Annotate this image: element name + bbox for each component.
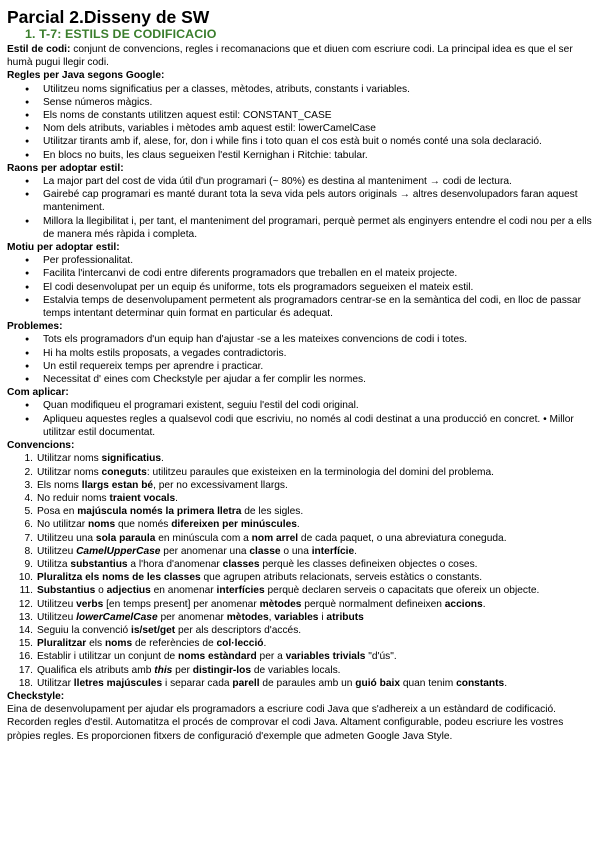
convention-emphasis: coneguts: [101, 466, 147, 478]
convention-emphasis: classes: [222, 558, 260, 570]
convention-emphasis: substantius: [70, 558, 128, 570]
convention-text: perquè normalment defineixen: [301, 598, 445, 610]
convention-text: .: [504, 677, 508, 689]
convention-number: 3.: [24, 479, 33, 491]
apply-title: Com aplicar:: [7, 387, 69, 399]
convention-text: No utilitzar: [37, 519, 88, 531]
convention-text: els: [86, 638, 105, 650]
convention-text: i: [318, 611, 327, 623]
list-item: ● Nom dels atributs, variables i mètodes amb aquest estil: lowerCamelCase: [33, 122, 593, 135]
convention-text: Utilitzar noms: [37, 453, 102, 465]
list-item: ● Sense números màgics.: [33, 96, 593, 109]
convention-text: per: [172, 664, 193, 676]
convention-text: .: [161, 453, 164, 465]
convention-emphasis: noms: [104, 638, 133, 650]
motive-list: [7, 254, 593, 320]
page-title: Parcial 2.Disseny de SW: [7, 7, 210, 27]
conventions-title: Convencions:: [7, 440, 75, 452]
convention-number: 9.: [24, 558, 33, 570]
list-item: ● Per professionalitat.: [33, 254, 593, 267]
convention-text: .: [263, 638, 267, 650]
convention-item: [18, 664, 593, 677]
list-item: ● Apliqueu aquestes regles a qualsevol codi que escriviu, no només al codi destinat a una producció en concret. • Millor utilitzar estil documentat.: [33, 413, 593, 439]
convention-text: per anomenar una: [160, 545, 250, 557]
convention-item: [24, 505, 593, 518]
list-item: ● Un estil requereix temps per aprendre i practicar.: [33, 360, 593, 373]
convention-number: 8.: [24, 545, 33, 557]
motive-title: Motiu per adoptar estil:: [7, 242, 120, 254]
convention-number: 12.: [18, 598, 33, 610]
convention-emphasis: mètodes: [226, 611, 269, 623]
convention-item: [24, 532, 593, 545]
convention-emphasis: variables trivials: [285, 651, 366, 663]
convention-number: 1.: [24, 453, 33, 465]
convention-emphasis: Pluralitzar: [37, 638, 87, 650]
convention-text: Utilitzeu una: [37, 532, 96, 544]
convention-number: 7.: [24, 532, 33, 544]
convention-number: 4.: [24, 492, 33, 504]
convention-text: per a: [256, 651, 286, 663]
convention-text: o una: [280, 545, 312, 557]
convention-text: Utilitzar: [37, 677, 74, 689]
convention-emphasis: is/set/get: [131, 624, 176, 636]
list-item: ● La major part del cost de vida útil d'un programari (~ 80%) es destina al manteniment → codi de lectura.: [33, 175, 593, 188]
convention-item: [24, 492, 593, 505]
intro-text: conjunt de convencions, regles i recomanacions que et diuen com escriure codi. La principal idea es que el ser humà pugui llegir codi.: [7, 44, 573, 69]
convention-text: per anomenar: [157, 611, 227, 623]
convention-number: 17.: [18, 664, 33, 676]
convention-text: Seguiu la convenció: [37, 624, 132, 636]
convention-emphasis: interfície: [311, 545, 355, 557]
convention-emphasis: variables: [274, 611, 319, 623]
google-rules-title: Regles per Java segons Google:: [7, 70, 165, 82]
convention-emphasis: mètodes: [259, 598, 302, 610]
convention-text: per als descriptors d'accés.: [175, 624, 302, 636]
list-item: ● El codi desenvolupat per un equip és uniforme, tots els programadors segueixen el mateix estil.: [33, 281, 593, 294]
convention-text: de cada paquet, o una abreviatura coneguda.: [298, 532, 507, 544]
convention-emphasis: lowerCamelCase: [76, 611, 158, 623]
section-heading: 1. T-7: ESTILS DE CODIFICACIO: [25, 27, 217, 41]
convention-item: [24, 452, 593, 465]
apply-list: [7, 399, 593, 439]
problems-list: [7, 333, 593, 386]
list-item: ● Facilita l'intercanvi de codi entre diferents programadors que treballen en el mateix projecte.: [33, 267, 593, 280]
convention-emphasis: col·lecció: [216, 638, 264, 650]
convention-text: Qualifica els atributs amb: [37, 664, 155, 676]
checkstyle-title: Checkstyle:: [7, 690, 65, 702]
convention-text: Posa en: [37, 506, 78, 518]
convention-emphasis: verbs: [76, 598, 104, 610]
convention-emphasis: classe: [249, 545, 281, 557]
convention-number: 10.: [18, 572, 33, 584]
convention-item: [18, 677, 593, 690]
list-item: ● Hi ha molts estils proposats, a vegades contradictoris.: [33, 347, 593, 360]
convention-emphasis: nom arrel: [251, 532, 299, 544]
convention-emphasis: majúscula només la primera lletra: [77, 506, 242, 518]
problems-title: Problemes:: [7, 321, 63, 333]
convention-number: 18.: [18, 677, 33, 689]
convention-emphasis: interfícies: [216, 585, 265, 597]
convention-item: [24, 558, 593, 571]
convention-text: Utilitza: [37, 558, 71, 570]
convention-text: .: [354, 545, 358, 557]
list-item: ● Quan modifiqueu el programari existent, seguiu l'estil del codi original.: [33, 399, 593, 412]
convention-emphasis: constants: [456, 677, 505, 689]
convention-text: Utilitzar noms: [37, 466, 102, 478]
reasons-list: [7, 175, 593, 241]
convention-number: 11.: [19, 585, 33, 597]
convention-text: de les sigles.: [241, 506, 304, 518]
convention-emphasis: Substantius: [37, 585, 96, 597]
intro-label: Estil de codi:: [7, 44, 71, 55]
convention-item: [18, 650, 593, 663]
convention-emphasis: Pluralitza els noms de les classes: [37, 572, 201, 584]
convention-text: Utilitzeu: [37, 611, 77, 623]
convention-number: 14.: [18, 624, 33, 636]
convention-emphasis: traient vocals: [109, 492, 176, 504]
list-item: ● Utilitzeu noms significatius per a classes, mètodes, atributs, constants i variables.: [33, 83, 593, 96]
convention-text: perquè declaren serveis o capacitats que ofereix un objecte.: [264, 585, 540, 597]
convention-emphasis: llargs estan bé: [81, 479, 154, 491]
convention-text: Utilitzeu: [37, 545, 77, 557]
list-item: ● Els noms de constants utilitzen aquest estil: CONSTANT_CASE: [33, 109, 593, 122]
convention-text: perquè les classes defineixen objectes o coses.: [259, 558, 478, 570]
convention-emphasis: lletres majúscules: [73, 677, 163, 689]
convention-text: .: [175, 492, 179, 504]
convention-text: .: [296, 519, 300, 531]
convention-text: que només: [115, 519, 172, 531]
convention-text: de referències de: [132, 638, 217, 650]
convention-text: "d'ús".: [365, 651, 397, 663]
convention-number: 6.: [24, 519, 33, 531]
convention-emphasis: accions: [444, 598, 483, 610]
convention-item: [24, 545, 593, 558]
convention-text: [en temps present] per anomenar: [103, 598, 260, 610]
convention-text: No reduir noms: [37, 492, 110, 504]
checkstyle-paragraph: Eina de desenvolupament per ajudar els programadors a escriure codi Java que s'adhereix a un estàndard de codificació. Recorden regles d'estil. Automatitza el procés de comprovar el codi Java. Altament configurable, podeu escriure les vostres pròpies regles. Es proporcionen fitxers de configuració d'exemple que admeten Google Java Style.: [7, 704, 564, 742]
convention-text: de paraules amb un: [259, 677, 356, 689]
convention-number: 5.: [24, 506, 33, 518]
list-item: ● Tots els programadors d'un equip han d'ajustar -se a les mateixes convencions de codi i totes.: [33, 333, 593, 346]
convention-text: en minúscula com a: [155, 532, 252, 544]
convention-item: [18, 571, 593, 584]
list-item: ● Millora la llegibilitat i, per tant, el manteniment del programari, perquè permet als enginyers entendre el codi nou per a ells de manera més ràpida i completa.: [33, 215, 593, 241]
list-item: ● Gairebé cap programari es manté durant tota la seva vida pels autors originals → altres desenvolupadors faran aquest manteniment.: [33, 188, 593, 214]
list-item: ● Estalvia temps de desenvolupament permetent als programadors centrar-se en la semàntica del codi, en lloc de passar temps intentant determinar quin format en particular és adequat.: [33, 294, 593, 320]
convention-text: o: [95, 585, 107, 597]
convention-emphasis: difereixen per minúscules: [171, 519, 297, 531]
convention-number: 16.: [18, 651, 33, 663]
convention-text: Establir i utilitzar un conjunt de: [37, 651, 178, 663]
convention-item: [18, 611, 593, 624]
convention-text: i separar cada: [162, 677, 233, 689]
list-item: ● Utilitzar tirants amb if, alese, for, don i while fins i toto quan el cos està buit o només conté una sola declaració.: [33, 135, 593, 148]
convention-emphasis: guió baix: [355, 677, 400, 689]
conventions-list: [7, 452, 593, 690]
convention-emphasis: distingir-los: [192, 664, 252, 676]
convention-text: Els noms: [37, 479, 82, 491]
convention-text: de variables locals.: [251, 664, 341, 676]
convention-number: 2.: [24, 466, 33, 478]
convention-emphasis: significatius: [101, 453, 161, 465]
google-rules-list: [7, 83, 593, 162]
convention-emphasis: parell: [232, 677, 260, 689]
intro-paragraph: [7, 43, 593, 69]
convention-text: .: [482, 598, 486, 610]
convention-item: [24, 518, 593, 531]
convention-text: que agrupen atributs relacionats, serveis estàtics o constants.: [200, 572, 483, 584]
convention-item: [24, 466, 593, 479]
convention-emphasis: CamelUpperCase: [76, 545, 161, 557]
convention-item: [18, 598, 593, 611]
convention-text: quan tenim: [399, 677, 457, 689]
list-item: ● En blocs no buits, les claus segueixen l'estil Kernighan i Ritchie: tabular.: [33, 149, 593, 162]
convention-item: [24, 479, 593, 492]
convention-text: : utilitzeu paraules que existeixen en la terminologia del domini del problema.: [146, 466, 494, 478]
convention-text: a l'hora d'anomenar: [127, 558, 223, 570]
convention-emphasis: adjectius: [106, 585, 151, 597]
convention-number: 15.: [18, 638, 33, 650]
convention-text: ,: [268, 611, 275, 623]
convention-item: [18, 624, 593, 637]
convention-text: en anomenar: [150, 585, 217, 597]
reasons-title: Raons per adoptar estil:: [7, 162, 124, 174]
convention-emphasis: atributs: [326, 611, 364, 623]
convention-item: [18, 637, 593, 650]
convention-emphasis: noms estàndard: [178, 651, 257, 663]
convention-text: Utilitzeu: [37, 598, 77, 610]
convention-item: [19, 584, 593, 597]
convention-text: , per no excessivament llargs.: [153, 479, 288, 491]
convention-number: 13.: [18, 611, 33, 623]
convention-emphasis: noms: [87, 519, 116, 531]
convention-emphasis: sola paraula: [95, 532, 156, 544]
list-item: ● Necessitat d' eines com Checkstyle per ajudar a fer complir les normes.: [33, 373, 593, 386]
convention-emphasis: this: [154, 664, 173, 676]
